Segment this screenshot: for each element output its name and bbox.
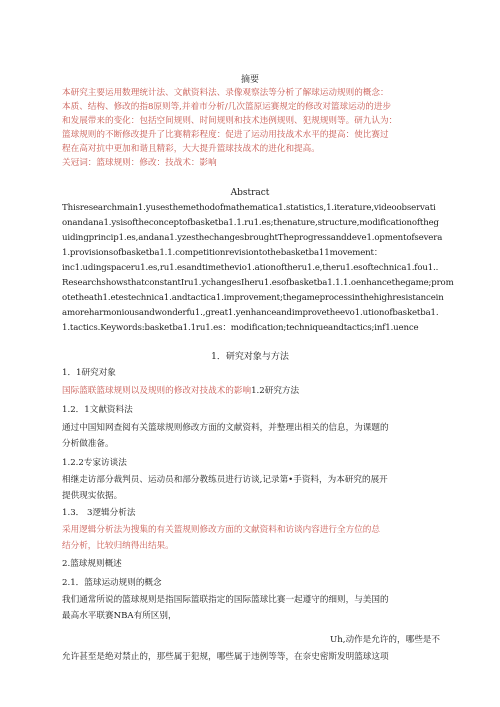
body-line: 我们通常所说的篮球规则是指国际篮联指定的国际篮球比赛一起遵守的细则，与美国的 (62, 595, 389, 605)
body-line-right: Uh,动作是允许的，哪些是不 (329, 635, 440, 645)
keywords-cn: 关冠词：篮球规则：修改：技战术：影响 (62, 158, 217, 168)
body-line: 通过中国知网查阅有关篮球规则修改方面的文献资料，并整理出相关的信息，为课题的 (62, 423, 389, 433)
abstract-en-line: otetheath1.etestechnica1.andtactica1.improvement;thegameprocessinthehighresistancein (62, 293, 444, 303)
abstract-cn-line: 篮球规则的不断修改提升了比赛精彩程度：促进了运动用技战术水平的提高：使比赛过 (62, 130, 389, 140)
body-line-red: 采用逻辑分析法为搜集的有关篮规则修改方面的文献资料和访谈内容进行全方位的总 (62, 525, 380, 535)
abstract-cn-line: 本质、结构、修改的指8原则等,并着市分析/几次篮原运赛规定的修改对篮球运动的进步 (62, 102, 392, 112)
abstract-en-line: ResearchshowsthatconstantIru1.ychangesIheru1.esofbasketba1.1.1.oenhancethegame;prom (62, 278, 454, 288)
body-line-red: 结分析，比较归纳得出结果。 (62, 541, 174, 551)
abstract-en-line: uidingprincip1.es,andana1.yzesthechangesbroughtTheprogressanddeve1.opmentofsevera (62, 233, 443, 243)
abstract-cn-title: 摘要 (240, 75, 259, 85)
body-line: 允许甚至是绝对禁止的，那些属于犯规，哪些属于违例等等，在奈史密斯发明篮球这项 (62, 652, 389, 662)
abstract-cn-line: 本研究主要运用数理统计法、文献资料法、录像观察法等分析了解球运动规则的概念： (62, 88, 389, 98)
abstract-en-title: Abstract (230, 188, 270, 198)
abstract-en-line: amoreharmoniousandwonderfu1.,great1.yenhanceandimprovetheevo1.utionofbasketba1. (62, 308, 439, 318)
body-line: 最高水平联赛NBA有所区别， (62, 611, 177, 621)
subsection-2-1: 2.1．篮球运动规则的概念 (62, 578, 162, 588)
abstract-cn-line: 程在高对抗中更加和谐且精彩，大大提升篮球技战术的进化和提高。 (62, 144, 320, 154)
subsection-1-2-2: 1.2.2专家访谈法 (62, 458, 127, 468)
subsection-1-1-body (62, 384, 442, 398)
abstract-en-line: 1.provisionsofbasketba1.1.competitionrevisiontothebasketba11movement： (62, 248, 383, 258)
abstract-cn-line: 和发展带来的变化：包括空间规则、时间规则和技术违例规则、犯规规则等。研九认为： (62, 116, 398, 126)
subsection-1-1: 1．1研究对象 (62, 368, 116, 378)
section1-title: 1．研究对象与方法 (211, 352, 289, 362)
body-line: 分析做准备。 (62, 439, 114, 449)
section2-title: 2.篮球规则概述 (62, 559, 122, 569)
abstract-en-line: onandana1.ysisoftheconceptofbasketba1.1.ru1.es;thenature,structure,modificationoftheg (62, 218, 439, 228)
subsection-1-3: 1.3． 3逻辑分析法 (62, 508, 136, 518)
abstract-en-line: 1.tactics.Keywords:basketba1.1ru1.es：modification;techniqueandtactics;inf1.uence (62, 323, 419, 333)
body-line: 相继走访部分裁判员、运动员和部分教练员进行访谈,记录第•手资料，为本研究的展开 (62, 475, 388, 485)
abstract-en-line: Thisresearchmain1.yusesthemethodofmathematica1.statistics,1.iterature,videoobservati (62, 203, 436, 213)
research-object-text: 国际篮联篮球规则以及规则的修改对技战术的影响 (62, 386, 252, 396)
subsection-1-2-1: 1.2．1文献资料法 (62, 405, 133, 415)
body-line: 提供现实依据。 (62, 491, 123, 501)
subsection-1-2: 1.2研究方法 (251, 386, 300, 396)
abstract-en-line: inc1.udingspaceru1.es,ru1.esandtimethevio1.ationoftheru1.e,theru1.esoftechnica1.fou1.. (62, 263, 439, 273)
